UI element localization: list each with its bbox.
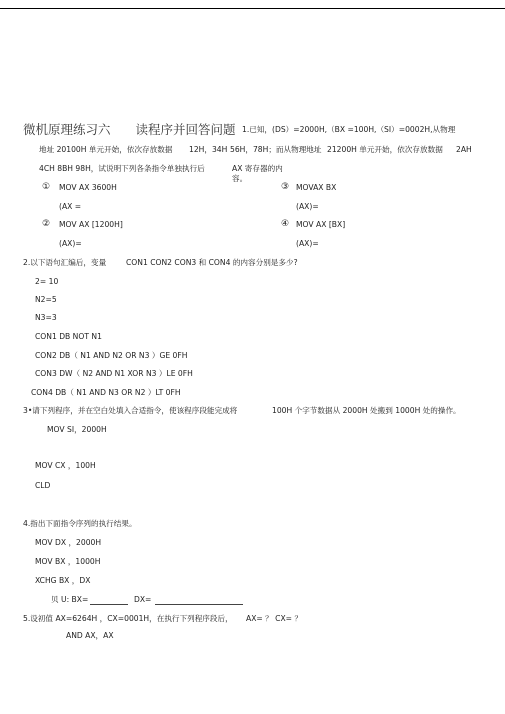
q1-line1: 1.已知，(DS）=2000H,（BX =100H,（SI）=0002H,从物理 — [242, 125, 456, 134]
q2-line: CON3 DW（ N2 AND N1 XOR N3 ）LE 0FH — [35, 369, 193, 378]
q3-heading-b: 100H 个字节数据从 2000H 处搬到 1000H 处的操作。 — [272, 406, 461, 415]
q5-heading-a: 5.设初值 AX=6264H ，CX=0001H，在执行下列程序段后， — [23, 614, 233, 623]
q1-line2-c: 56H，78H；而从物理地址 — [230, 145, 322, 154]
q1-item2-instruction: MOV AX [1200H] — [59, 220, 123, 229]
q4-result-dx: DX= — [134, 595, 152, 604]
q2-line: N2=5 — [35, 295, 57, 304]
q2-line: CON1 DB NOT N1 — [35, 332, 102, 341]
q4-bx-answer-blank — [90, 604, 128, 605]
q1-item1-instruction: MOV AX 3600H — [59, 183, 117, 192]
q3-line: MOV CX ，100H — [35, 461, 96, 470]
q1-item4-result: (AX)= — [296, 239, 319, 248]
q1-line3-c: 容。 — [232, 174, 248, 183]
q3-heading-a: 3•请下列程序，并在空白处填入合适指令，使该程序段能完成将 — [23, 406, 238, 415]
q1-item3-result: (AX)= — [296, 202, 319, 211]
q1-item2-number: ② — [42, 219, 51, 229]
q1-item4-instruction: MOV AX [BX] — [296, 220, 346, 229]
q2-line: CON4 DB（ N1 AND N3 OR N2 ）LT 0FH — [31, 388, 181, 397]
document-title: 微机原理练习六 读程序并回答问题 — [23, 122, 236, 137]
q4-line: XCHG BX ，DX — [35, 576, 91, 585]
q2-line: N3=3 — [35, 313, 57, 322]
q1-line2-a: 地址 20100H 单元开始，依次存放数据 — [39, 145, 173, 154]
q1-item2-result: (AX)= — [59, 239, 82, 248]
q1-item3-number: ③ — [281, 182, 290, 192]
top-rule — [0, 8, 505, 9]
q1-item3-instruction: MOVAX BX — [296, 183, 337, 192]
q1-item4-number: ④ — [281, 219, 290, 229]
q1-line2-b: 12H，34H — [189, 145, 228, 154]
q5-heading-b: AX= ？ CX= ？ — [246, 614, 303, 623]
q2-line: 2= 10 — [35, 277, 59, 286]
q1-item1-result: (AX = — [59, 202, 82, 211]
q2-line: CON2 DB（ N1 AND N2 OR N3 ）GE 0FH — [35, 351, 188, 360]
q4-line: MOV DX ，2000H — [35, 538, 102, 547]
q1-line2-d: 21200H 单元开始，依次存放数据 — [327, 145, 443, 154]
q1-line3-b: AX 寄存器的内 — [232, 164, 283, 173]
q2-heading-b: CON1 CON2 CON3 和 CON4 的内容分别是多少? — [126, 258, 298, 267]
q3-line: CLD — [35, 481, 51, 490]
q4-heading: 4.指出下面指令序列的执行结果。 — [23, 519, 137, 528]
q4-line: MOV BX ，1000H — [35, 557, 101, 566]
q3-line: MOV SI，2000H — [47, 425, 107, 434]
q2-heading-a: 2.以下语句汇编后，变量 — [23, 258, 107, 267]
q1-line3-a: 4CH 8BH 98H，试说明下列各条指令单独执行后 — [39, 164, 205, 173]
q5-line: AND AX，AX — [66, 631, 114, 640]
q4-result-prefix: 贝 U: BX= — [51, 595, 89, 604]
q4-dx-answer-blank — [155, 604, 243, 605]
q1-line2-e: 2AH — [456, 145, 472, 154]
q1-item1-number: ① — [42, 182, 51, 192]
